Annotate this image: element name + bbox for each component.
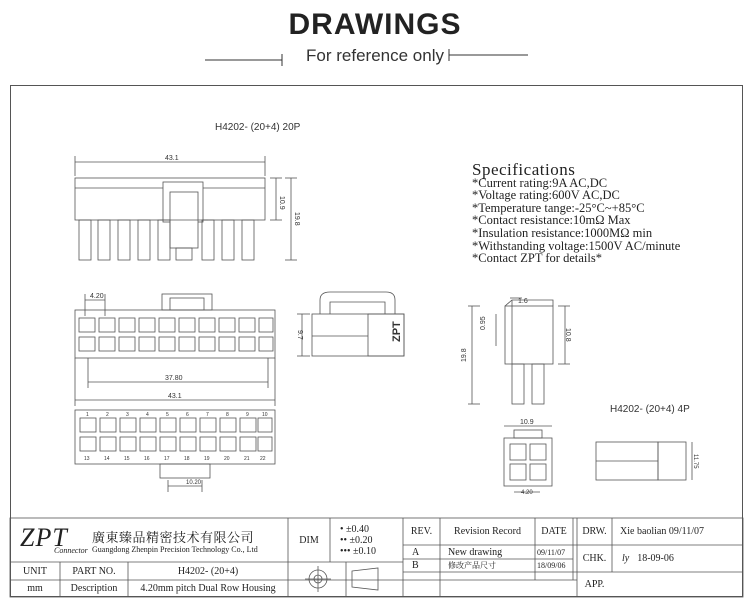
revision-b-date: 18/09/06 bbox=[537, 561, 566, 570]
side-logo: ZPT bbox=[391, 321, 403, 342]
revision-a: A bbox=[412, 546, 420, 558]
dim-overall-width-2: 43.1 bbox=[168, 393, 182, 400]
part-no-label: PART NO. bbox=[72, 565, 116, 577]
spec-line: *Current rating:9A AC,DC bbox=[472, 175, 608, 190]
company-logo: ZPT bbox=[20, 523, 68, 552]
dim-label: DIM bbox=[299, 534, 319, 546]
dim-side-height: 9.7 bbox=[296, 330, 303, 340]
drawn-by: Xie baolian 09/11/07 bbox=[620, 526, 705, 537]
rev-label: REV. bbox=[410, 526, 433, 537]
dim-small-width: 10.9 bbox=[520, 419, 534, 426]
revision-a-date: 09/11/07 bbox=[537, 547, 566, 557]
pin-number-bottom: 18 bbox=[184, 456, 190, 462]
tolerance-2: •• ±0.20 bbox=[340, 535, 373, 546]
revision-b-desc: 修改产品尺寸 bbox=[448, 561, 496, 570]
revision-b: B bbox=[412, 560, 419, 571]
dim-small-length: 11.75 bbox=[692, 454, 698, 469]
pin-number-top: 10 bbox=[262, 412, 268, 418]
pin-number-top: 4 bbox=[146, 412, 149, 418]
part-no-value: H4202- (20+4) bbox=[177, 565, 239, 577]
chk-label: CHK. bbox=[582, 553, 607, 564]
spec-line: *Voltage rating:600V AC,DC bbox=[472, 188, 620, 203]
dim-side-right: 10.8 bbox=[564, 328, 571, 342]
dim-height-a: 10.9 bbox=[278, 196, 285, 210]
pin-number-bottom: 13 bbox=[84, 456, 90, 462]
revision-a-desc: New drawing bbox=[448, 546, 503, 558]
pin-number-bottom: 14 bbox=[104, 456, 110, 462]
specifications-title: Specifications bbox=[472, 160, 576, 179]
dim-pitch: 4.20 bbox=[90, 293, 104, 300]
pin-number-top: 3 bbox=[126, 412, 129, 418]
pin-number-bottom: 17 bbox=[164, 456, 170, 462]
pin-number-top: 5 bbox=[166, 412, 169, 418]
company-name-en: Guangdong Zhenpin Precision Technology Co., Ltd bbox=[92, 545, 258, 554]
pin-number-top: 7 bbox=[206, 412, 209, 418]
dim-small-height: 19.8 bbox=[461, 348, 468, 362]
pin-number-bottom: 20 bbox=[224, 456, 230, 462]
dim-latch-width: 1.6 bbox=[518, 298, 528, 305]
spec-line: *Contact resistance:10mΩ Max bbox=[472, 213, 631, 228]
pin-number-bottom: 22 bbox=[260, 456, 266, 462]
dim-small-pitch: 4.20 bbox=[521, 490, 533, 496]
drw-label: DRW. bbox=[582, 526, 607, 537]
projection-symbol bbox=[305, 566, 378, 592]
company-logo-sub: Connector bbox=[54, 546, 88, 555]
unit-label: UNIT bbox=[23, 565, 47, 577]
description-label: Description bbox=[70, 583, 118, 594]
spec-line: *Temperature tange:-25°C~+85°C bbox=[472, 200, 645, 215]
revision-record-label: Revision Record bbox=[454, 526, 521, 537]
small-view-label: H4202- (20+4) 4P bbox=[610, 404, 690, 415]
pin-number-top: 1 bbox=[86, 412, 89, 418]
tolerance-1: • ±0.40 bbox=[340, 524, 370, 535]
pin-number-bottom: 21 bbox=[244, 456, 250, 462]
spec-line: *Withstanding voltage:1500V AC/minute bbox=[472, 238, 681, 253]
pin-number-top: 9 bbox=[246, 412, 249, 418]
description-value: 4.20mm pitch Dual Row Housing bbox=[140, 583, 276, 594]
pin-number-bottom: 15 bbox=[124, 456, 130, 462]
date-label: DATE bbox=[541, 526, 567, 537]
pin-number-top: 8 bbox=[226, 412, 229, 418]
unit-value: mm bbox=[27, 583, 43, 594]
pin-number-bottom: 16 bbox=[144, 456, 150, 462]
dim-overall-width: 43.1 bbox=[165, 155, 179, 162]
pin-number-bottom: 19 bbox=[204, 456, 210, 462]
tolerance-3: ••• ±0.10 bbox=[340, 546, 377, 557]
main-view-label: H4202- (20+4) 20P bbox=[215, 122, 301, 133]
pin-number-top: 6 bbox=[186, 412, 189, 418]
dim-side-small: 0.95 bbox=[480, 316, 487, 330]
checked-by: ly 18-09-06 bbox=[622, 553, 674, 564]
pin-number-top: 2 bbox=[106, 412, 109, 418]
dim-span: 37.80 bbox=[165, 375, 183, 382]
dim-height-b: 19.8 bbox=[293, 212, 300, 226]
spec-line: *Insulation resistance:1000MΩ min bbox=[472, 225, 653, 240]
company-name-cn: 廣東臻品精密技术有限公司 bbox=[92, 530, 255, 545]
page-subheading: For reference only bbox=[306, 46, 444, 65]
spec-line: *Contact ZPT for details* bbox=[472, 251, 602, 266]
app-label: APP. bbox=[584, 579, 605, 590]
dim-bottom-pitch: 10.20 bbox=[186, 480, 202, 486]
page-heading: DRAWINGS bbox=[288, 8, 462, 41]
